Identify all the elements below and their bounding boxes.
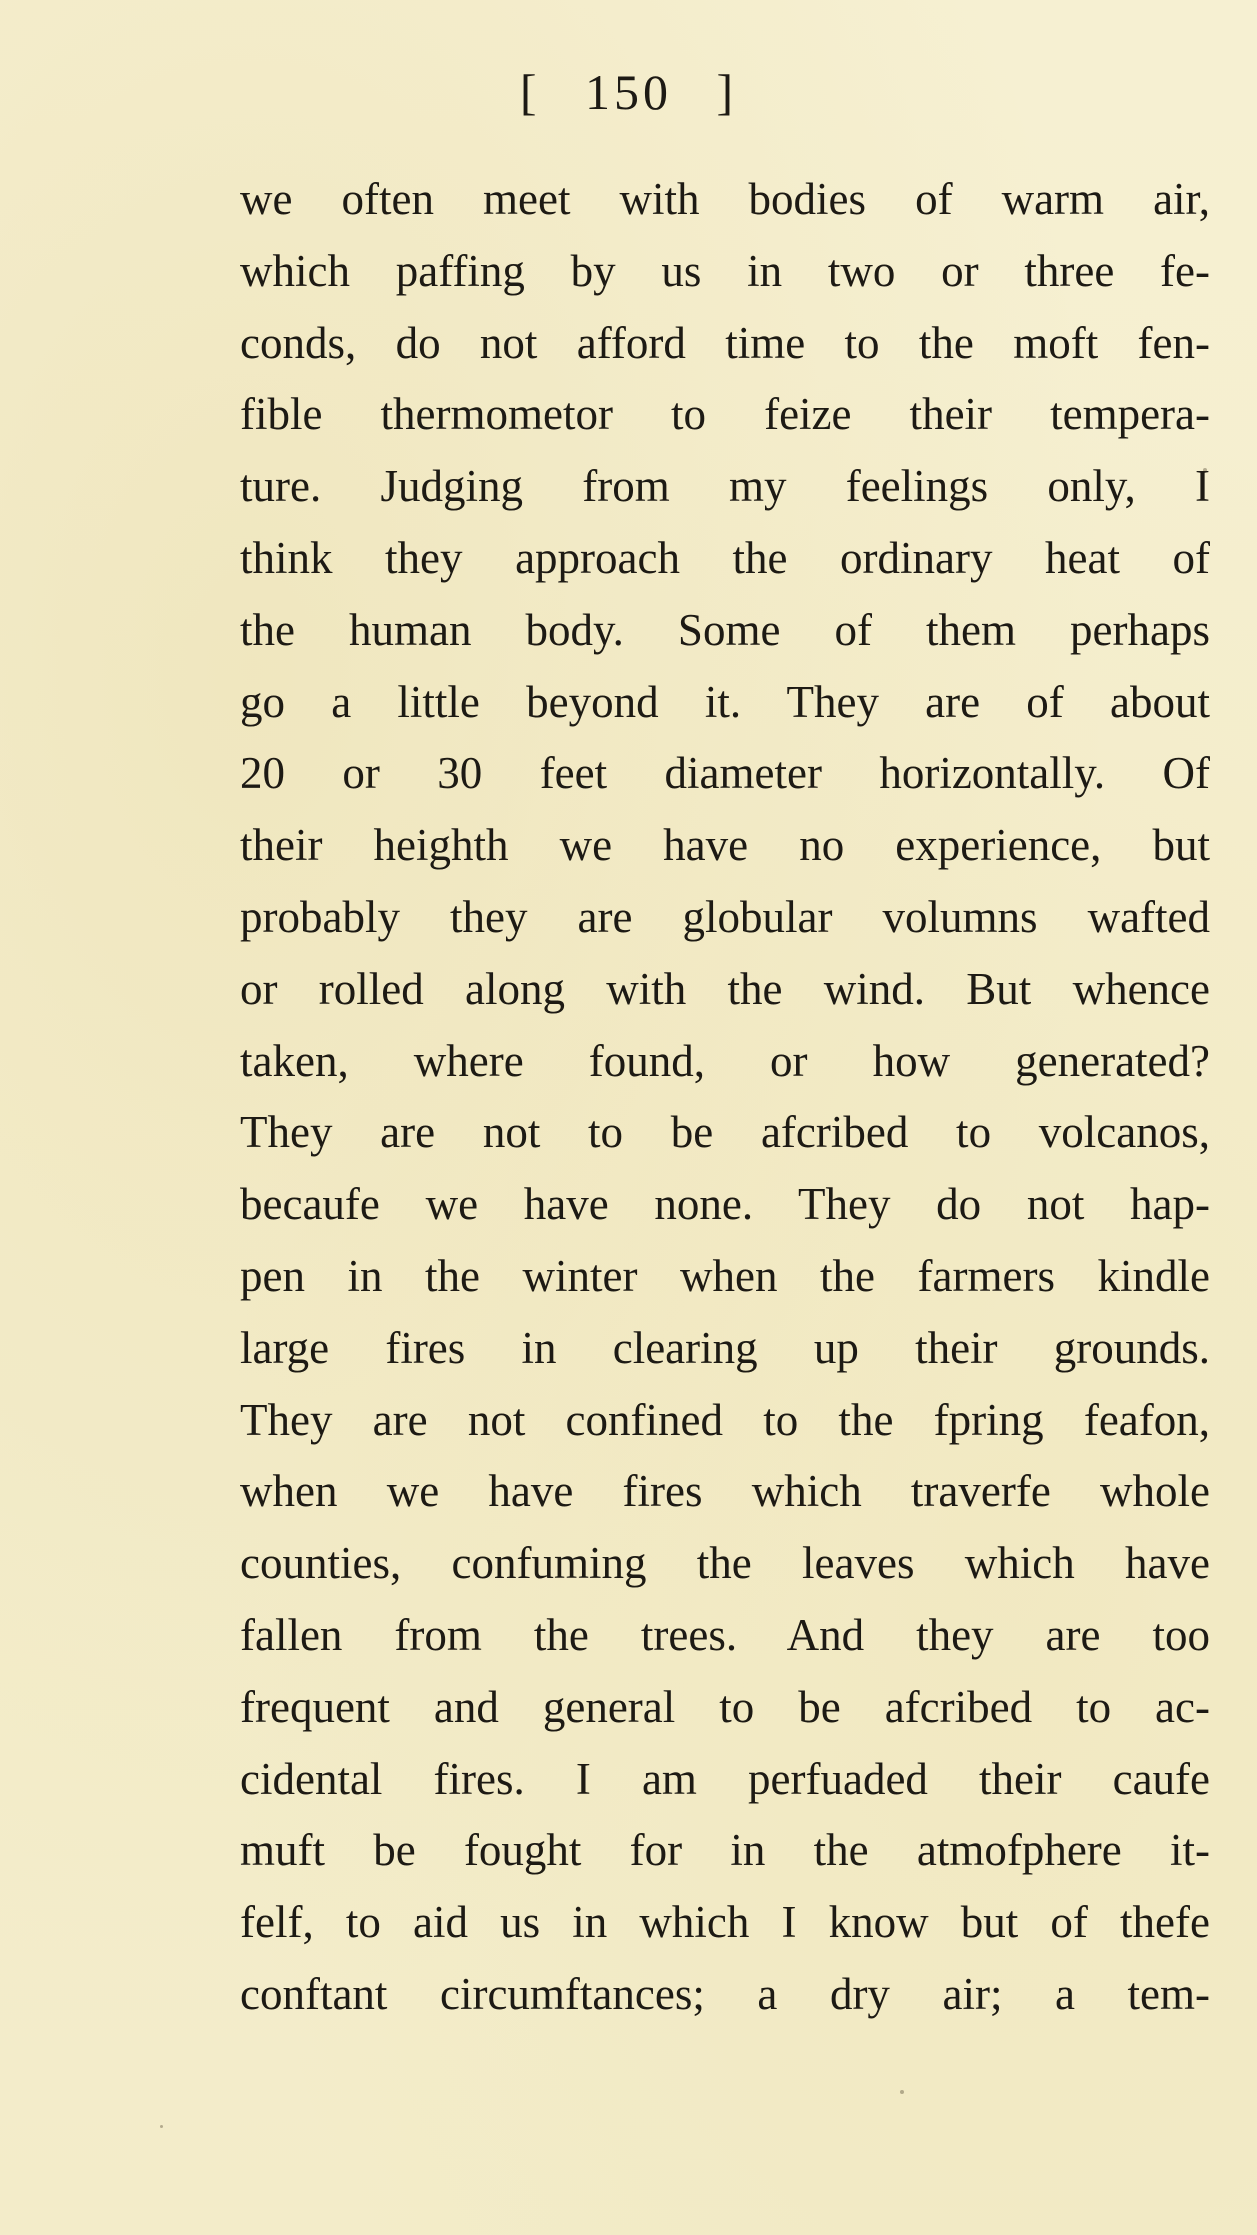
text-line: conftant circumftances; a dry air; a tem- [240,1968,1210,2019]
paper-speck [1203,468,1207,472]
text-line: go a little beyond it. They are of about [240,676,1210,727]
paper-speck [160,2125,163,2128]
text-line: muft be fought for in the atmofphere it- [240,1825,1210,1876]
text-line: taken, where found, or how generated? [240,1035,1210,1086]
text-line: fible thermometor to feize their tempera- [240,389,1210,440]
body-text [240,164,1210,2031]
text-line: ture. Judging from my feelings only, I [240,461,1210,512]
text-line: the human body. Some of them perhaps [240,604,1210,655]
paper-speck [900,2090,904,2094]
text-line: They are not confined to the fpring feafon, [240,1394,1210,1445]
text-line: we often meet with bodies of warm air, [240,174,1210,224]
text-line: becaufe we have none. They do not hap- [240,1179,1210,1230]
text-line: when we have fires which traverfe whole [240,1466,1210,1517]
text-line: They are not to be afcribed to volcanos, [240,1107,1210,1158]
text-line: their heighth we have no experience, but [240,820,1210,871]
text-line: conds, do not afford time to the moft fen- [240,317,1210,368]
text-line: think they approach the ordinary heat of [240,532,1210,583]
text-line: or rolled along with the wind. But whence [240,963,1210,1014]
text-line: cidental fires. I am perfuaded their caufe [240,1753,1210,1804]
text-line: pen in the winter when the farmers kindle [240,1250,1210,1301]
text-line: counties, confuming the leaves which have [240,1538,1210,1589]
page-number: 150 [585,64,672,120]
text-line: fallen from the trees. And they are too [240,1609,1210,1660]
text-line: probably they are globular volumns wafted [240,891,1210,942]
left-bracket: [ [519,64,541,120]
text-line: frequent and general to be afcribed to ac- [240,1681,1210,1732]
text-line: which paffing by us in two or three fe- [240,245,1210,296]
text-line: felf, to aid us in which I know but of thefe [240,1897,1210,1948]
right-bracket: ] [716,64,738,120]
text-line: 20 or 30 feet diameter horizontally. Of [240,748,1210,799]
text-line: large fires in clearing up their grounds. [240,1322,1210,1373]
page-header [0,62,1257,122]
